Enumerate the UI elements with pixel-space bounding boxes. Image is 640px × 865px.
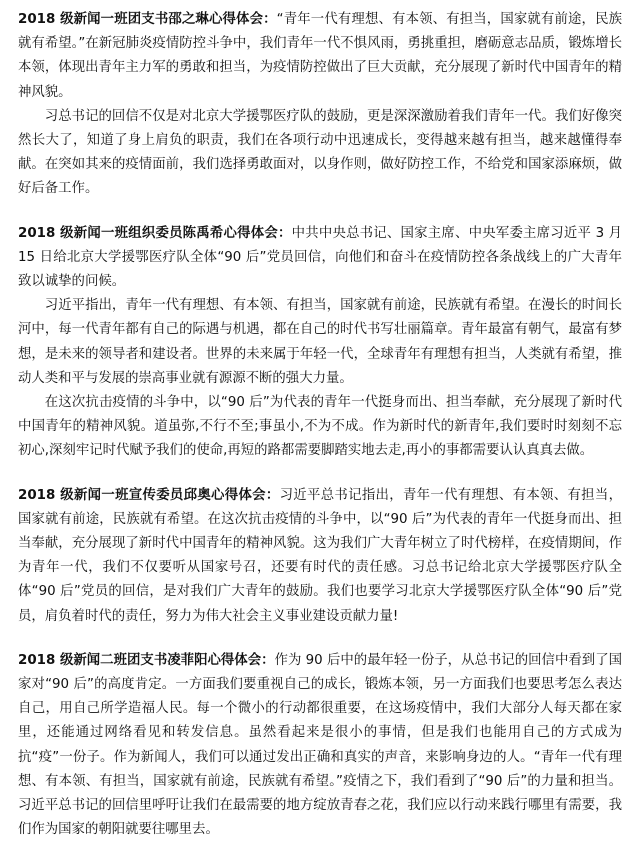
paragraph-text: 作为 90 后中的最年轻一份子，从总书记的回信中看到了国家对“90 后”的高度肯定。一方面我们要重视自己的成长，锻炼本领，另一方面我们也要思考怎么表达自己，用自己所学造福人民。每一个微小的行动都很重要，在这场疫情中，我们大部分人每天都在家里，还能通过网络看见和转发信息。虽然看起来是很小的事情，但是我们也能用自己的方式成为抗“疫”一份子。作为新闻人，我们可以通过发出正确和真实的声音，来影响身边的人。“青年一代有理想、有本领、有担当，国家就有前途，民族就有希望。”疫情之下，我们看到了“90 后”的力量和担当。习近平总书记的回信里呼吁让我们在最需要的地方绽放青春之花，我们应以行动来践行哪里有需要，我们作为国家的朝阳就要往哪里去。 (18, 652, 622, 838)
reflection-paragraph (18, 8, 622, 105)
reflection-paragraph: 习近平指出，青年一代有理想、有本领、有担当，国家就有前途，民族就有希望。在漫长的时间长河中，每一代青年都有自己的际遇与机遇，都在自己的时代书写壮丽篇章。青年最富有朝气，最富有梦想，是未来的领导者和建设者。世界的未来属于年轻一代，全球青年有理想有担当，人类就有希望，推动人类和平与发展的崇高事业就有源源不断的强大力量。 (18, 298, 622, 386)
reflection-paragraph (18, 484, 622, 629)
author-heading: 2018 级新闻一班组织委员陈禹希心得体会： (18, 225, 292, 241)
paragraph-text: 中共中央总书记、国家主席、中央军委主席习近平 3 月 15 日给北京大学援鄂医疗队全体“90 后”党员回信，向他们和奋斗在疫情防控各条战线上的广大青年致以诚挚的问候。 (18, 225, 622, 290)
reflection-paragraph: 在这次抗击疫情的斗争中，以“90 后”为代表的青年一代挺身而出、担当奉献，充分展现了新时代中国青年的精神风貌。道虽弥,不行不至;事虽小,不为不成。作为新时代的新青年,我们要时时刻刻不忘初心,深刻牢记时代赋予我们的使命,再短的路都需要脚踏实地去走,再小的事都需要认认真真去做。 (18, 395, 622, 459)
reflection-paragraph (18, 649, 622, 843)
author-heading: 2018 级新闻一班团支书邵之琳心得体会： (18, 12, 277, 27)
paragraph-text: “青年一代有理想、有本领、有担当，国家就有前途，民族就有希望。”在新冠肺炎疫情防控斗争中，我们青年一代不惧风雨，勇挑重担，磨砺意志品质，锻炼增长本领，体现出青年主力军的勇敢和担当，为疫情防控做出了巨大贡献，充分展现了新时代中国青年的精神风貌。 (18, 12, 622, 100)
reflection-block-1 (18, 8, 622, 202)
reflection-block-2 (18, 222, 622, 464)
reflection-block-4 (18, 649, 622, 843)
reflection-paragraph (18, 222, 622, 295)
paragraph-text: 习近平总书记指出，青年一代有理想、有本领、有担当，国家就有前途，民族就有希望。在这次抗击疫情的斗争中，以“90 后”为代表的青年一代挺身而出、担当奉献，充分展现了新时代中国青年的精神风貌。这为我们广大青年树立了时代榜样，在疫情期间，作为青年一代，我们不仅要听从国家号召，还要有时代的责任感。习总书记给北京大学援鄂医疗队全体“90 后”党员的回信，是对我们广大青年的鼓励。我们也要学习北京大学援鄂医疗队全体“90 后”党员，肩负着时代的责任，努力为伟大社会主义事业建设贡献力量! (18, 487, 622, 624)
reflection-block-3 (18, 484, 622, 629)
reflection-paragraph: 习总书记的回信不仅是对北京大学援鄂医疗队的鼓励，更是深深激励着我们青年一代。我们好像突然长大了，知道了身上肩负的职责，我们在各项行动中迅速成长，变得越来越有担当，越来越懂得奉献。在突如其来的疫情面前，我们选择勇敢面对，以身作则，做好防控工作，不给党和国家添麻烦，做好后备工作。 (18, 108, 622, 197)
author-heading: 2018 级新闻一班宣传委员邱奥心得体会： (18, 487, 280, 503)
author-heading: 2018 级新闻二班团支书凌菲阳心得体会： (18, 652, 275, 668)
